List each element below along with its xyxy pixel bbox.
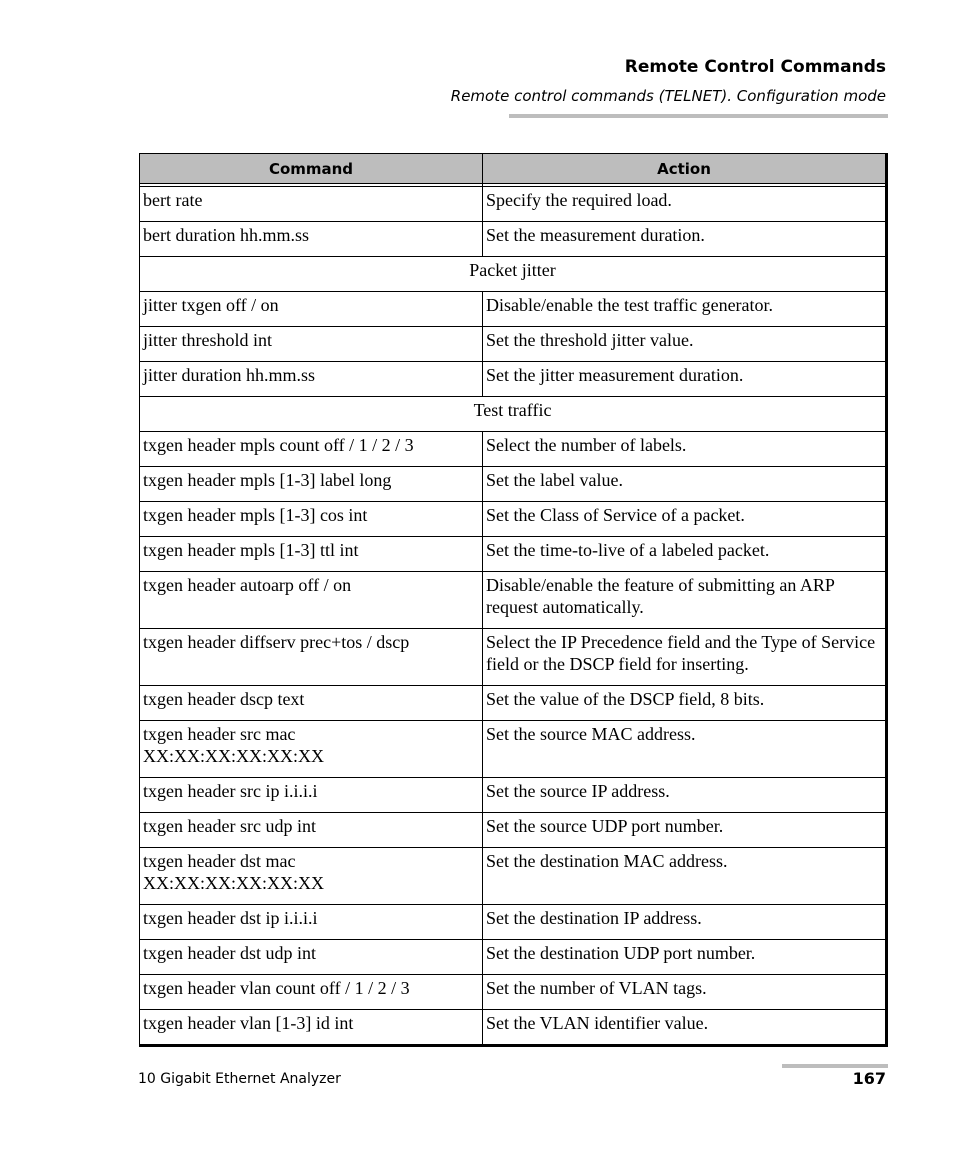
- action-cell: Set the jitter measurement duration.: [483, 362, 887, 397]
- page-number: 167: [852, 1069, 886, 1088]
- command-cell: txgen header src udp int: [140, 813, 483, 848]
- action-cell: Set the time-to-live of a labeled packet.: [483, 537, 887, 572]
- column-header-action: Action: [483, 154, 887, 184]
- command-cell: jitter threshold int: [140, 327, 483, 362]
- command-cell: txgen header dst udp int: [140, 940, 483, 975]
- command-cell: txgen header mpls [1-3] label long: [140, 467, 483, 502]
- table-row: [140, 432, 887, 467]
- command-cell: txgen header src mac XX:XX:XX:XX:XX:XX: [140, 721, 483, 778]
- table-body: [140, 184, 887, 1046]
- table-row: [140, 327, 887, 362]
- command-cell: txgen header autoarp off / on: [140, 572, 483, 629]
- table-row: [140, 1010, 887, 1046]
- table-row: [140, 502, 887, 537]
- action-cell: Set the threshold jitter value.: [483, 327, 887, 362]
- table-row: [140, 362, 887, 397]
- table-row: [140, 222, 887, 257]
- command-cell: jitter txgen off / on: [140, 292, 483, 327]
- command-cell: txgen header vlan [1-3] id int: [140, 1010, 483, 1046]
- action-cell: Set the value of the DSCP field, 8 bits.: [483, 686, 887, 721]
- command-cell: txgen header dscp text: [140, 686, 483, 721]
- table-row: [140, 292, 887, 327]
- table-row: [140, 778, 887, 813]
- table-row: [140, 940, 887, 975]
- table-row: [140, 721, 887, 778]
- action-cell: Set the destination IP address.: [483, 905, 887, 940]
- command-cell: txgen header dst ip i.i.i.i: [140, 905, 483, 940]
- action-cell: Set the source IP address.: [483, 778, 887, 813]
- command-cell: txgen header mpls count off / 1 / 2 / 3: [140, 432, 483, 467]
- table-header-row: [140, 154, 887, 184]
- action-cell: Set the measurement duration.: [483, 222, 887, 257]
- footer-product-name: 10 Gigabit Ethernet Analyzer: [138, 1071, 341, 1087]
- table-row: [140, 975, 887, 1010]
- section-label: Packet jitter: [140, 257, 887, 292]
- column-header-command: Command: [140, 154, 483, 184]
- commands-table: [139, 153, 888, 1047]
- command-cell: txgen header src ip i.i.i.i: [140, 778, 483, 813]
- page-header-title: Remote Control Commands: [624, 57, 886, 77]
- section-row: [140, 257, 887, 292]
- table-row: [140, 629, 887, 686]
- action-cell: Disable/enable the feature of submitting an ARP request automatically.: [483, 572, 887, 629]
- section-row: [140, 397, 887, 432]
- table-row: [140, 187, 887, 222]
- command-cell: txgen header vlan count off / 1 / 2 / 3: [140, 975, 483, 1010]
- command-cell: jitter duration hh.mm.ss: [140, 362, 483, 397]
- action-cell: Select the number of labels.: [483, 432, 887, 467]
- table-row: [140, 572, 887, 629]
- command-cell: txgen header mpls [1-3] cos int: [140, 502, 483, 537]
- action-cell: Set the source MAC address.: [483, 721, 887, 778]
- action-cell: Set the number of VLAN tags.: [483, 975, 887, 1010]
- command-cell: txgen header diffserv prec+tos / dscp: [140, 629, 483, 686]
- page-header-subtitle: Remote control commands (TELNET). Configuration mode: [450, 87, 886, 105]
- action-cell: Set the VLAN identifier value.: [483, 1010, 887, 1046]
- table-row: [140, 813, 887, 848]
- command-cell: txgen header mpls [1-3] ttl int: [140, 537, 483, 572]
- action-cell: Set the Class of Service of a packet.: [483, 502, 887, 537]
- action-cell: Specify the required load.: [483, 187, 887, 222]
- header-rule: [509, 114, 888, 118]
- command-cell: txgen header dst mac XX:XX:XX:XX:XX:XX: [140, 848, 483, 905]
- action-cell: Select the IP Precedence field and the Type of Service field or the DSCP field for inserting.: [483, 629, 887, 686]
- footer-rule: [782, 1064, 888, 1068]
- table-row: [140, 467, 887, 502]
- action-cell: Set the source UDP port number.: [483, 813, 887, 848]
- action-cell: Set the destination UDP port number.: [483, 940, 887, 975]
- table-row: [140, 686, 887, 721]
- table-row: [140, 848, 887, 905]
- action-cell: Set the label value.: [483, 467, 887, 502]
- command-cell: bert duration hh.mm.ss: [140, 222, 483, 257]
- section-label: Test traffic: [140, 397, 887, 432]
- command-cell: bert rate: [140, 187, 483, 222]
- table-row: [140, 537, 887, 572]
- action-cell: Disable/enable the test traffic generator.: [483, 292, 887, 327]
- action-cell: Set the destination MAC address.: [483, 848, 887, 905]
- table-row: [140, 905, 887, 940]
